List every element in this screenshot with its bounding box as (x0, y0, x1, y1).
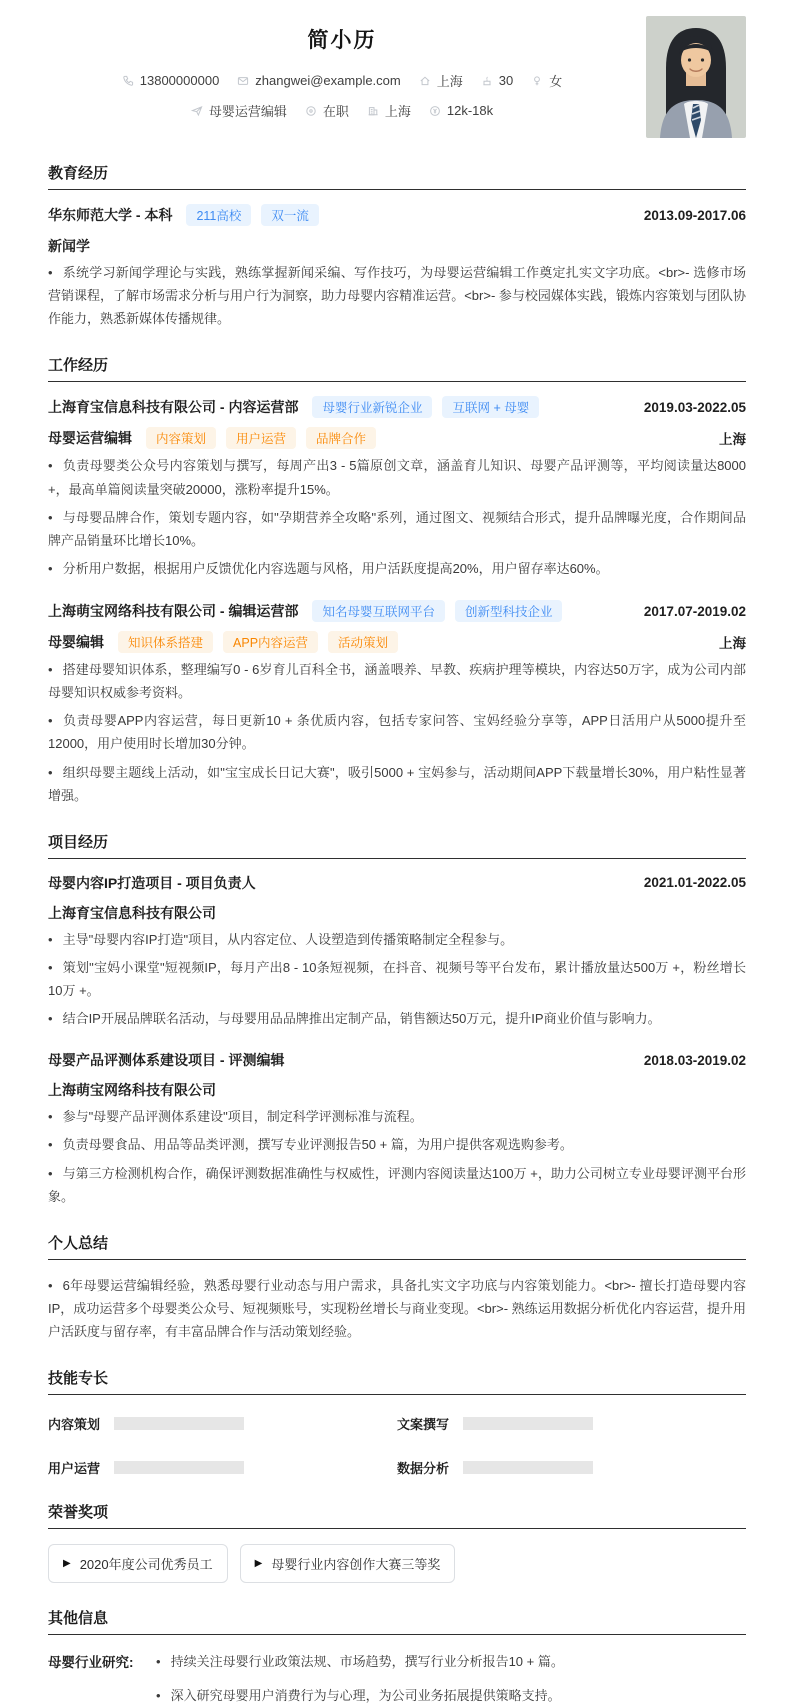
work-entry-head (48, 396, 746, 418)
skill-label: 用户运营 (48, 1461, 101, 1477)
honor-label: 母婴行业内容创作大赛三等奖 (271, 1557, 441, 1573)
project-bullets (48, 928, 746, 1031)
contact-location-text: 上海 (436, 74, 463, 89)
bullet-item: • 搭建母婴知识体系，整理编写0 - 6岁育儿百科全书，涵盖喂养、早教、疾病护理等模块，内容达50万字，成为公司内部母婴知识权威参考资料。 (48, 658, 746, 704)
skill-label: 内容策划 (48, 1417, 101, 1433)
bullet-item: • 主导"母婴内容IP打造"项目，从内容定位、人设塑造到传播策略制定全程参与。 (48, 928, 746, 951)
bullet-item: • 结合IP开展品牌联名活动，与母婴用品品牌推出定制产品，销售额达50万元，提升IP商业价值与影响力。 (48, 1007, 746, 1030)
skills-grid (48, 1414, 746, 1477)
role-tags (118, 631, 398, 653)
contact-phone (122, 73, 220, 88)
play-icon: ▶ (254, 1557, 263, 1569)
contact-phone-text: 13800000000 (139, 73, 220, 88)
age-icon (481, 75, 493, 87)
project-company: 上海萌宝网络科技有限公司 (48, 1082, 216, 1099)
summary-bullets (48, 1274, 746, 1343)
work-entry (48, 600, 746, 807)
bullet-item: • 6年母婴运营编辑经验，熟悉母婴行业动态与用户需求，具备扎实文字功底与内容策划能力。<br>- 擅长打造母婴内容IP，成功运营多个母婴类公众号、短视频账号，实现粉丝增长与商业变现。<br>- 熟练运用数据分析优化内容运营，提升用户活跃度与留存率，有丰富品牌合作与活动策划经验。 (48, 1274, 746, 1343)
phone-icon (122, 75, 134, 87)
contact-city-text: 上海 (384, 104, 411, 119)
paper-plane-icon (191, 105, 203, 117)
section-title-honors: 荣誉奖项 (48, 1501, 746, 1529)
contact-age-text: 30 (498, 73, 514, 88)
company-tag: 母婴行业新锐企业 (312, 396, 432, 418)
contact-age (481, 73, 513, 88)
role-tags (146, 427, 376, 449)
contact-email (237, 73, 400, 88)
company-name: 上海萌宝网络科技有限公司 - 编辑运营部 (48, 603, 299, 619)
bullet-item: • 分析用户数据，根据用户反馈优化内容选题与风格，用户活跃度提高20%，用户留存率达60%。 (48, 557, 746, 580)
section-skills (48, 1367, 746, 1477)
honor-badge (48, 1544, 228, 1583)
school-tag: 双一流 (261, 204, 319, 226)
work-entry-head (48, 600, 746, 622)
work-role-row (48, 427, 746, 449)
skill-bar (114, 1461, 244, 1474)
section-work (48, 354, 746, 806)
email-icon (237, 75, 249, 87)
section-honors (48, 1501, 746, 1583)
school-tag: 211高校 (186, 204, 251, 226)
education-date: 2013.09-2017.06 (643, 207, 746, 223)
bullet-item: • 持续关注母婴行业政策法规、市场趋势，撰写行业分析报告10 + 篇。 (156, 1650, 746, 1673)
status-circle-icon (305, 105, 317, 117)
work-date: 2017.07-2019.02 (643, 603, 746, 619)
bullet-item: • 负责母婴类公众号内容策划与撰写，每周产出3 - 5篇原创文章，涵盖育儿知识、母婴产品评测等，平均阅读量达8000 +，最高单篇阅读量突破20000，涨粉率提升15%。 (48, 454, 746, 500)
project-date: 2021.01-2022.05 (643, 875, 746, 891)
project-name: 母婴产品评测体系建设项目 - 评测编辑 (48, 1052, 285, 1069)
contact-target-job (191, 101, 287, 120)
bullet-item: • 组织母婴主题线上活动，如"宝宝成长日记大赛"，吸引5000 + 宝妈参与，活动期间APP下载量增长30%，用户粘性显著增强。 (48, 761, 746, 807)
project-company: 上海育宝信息科技有限公司 (48, 904, 216, 921)
resume-header (48, 16, 746, 138)
role-name: 母婴编辑 (48, 634, 104, 650)
role-tag: 内容策划 (146, 427, 216, 449)
candidate-name: 简小历 (307, 29, 377, 52)
education-entry (48, 204, 746, 330)
project-bullets (48, 1105, 746, 1208)
contact-gender (531, 71, 562, 90)
contact-city (367, 101, 411, 120)
bullet-item: • 系统学习新闻学理论与实践，熟练掌握新闻采编、写作技巧，为母婴运营编辑工作奠定扎实文字功底。<br>- 选修市场营销课程，了解市场需求分析与用户行为洞察，助力母婴内容精准运营。<br>- 参与校园媒体实践，锻炼内容策划与团队协作能力，熟悉新媒体传播规律。 (48, 261, 746, 330)
honor-badge (240, 1544, 456, 1583)
role-tag: APP内容运营 (223, 631, 318, 653)
role-name: 母婴运营编辑 (48, 430, 132, 447)
home-icon (419, 75, 431, 87)
bullet-item: • 与第三方检测机构合作，确保评测数据准确性与权威性，评测内容阅读量达100万 +，助力公司树立专业母婴评测平台形象。 (48, 1162, 746, 1208)
work-bullets (48, 658, 746, 807)
role-tag: 知识体系搭建 (118, 631, 213, 653)
play-icon: ▶ (63, 1557, 71, 1569)
contact-row-2 (48, 101, 636, 120)
other-info-label: 母婴行业研究: (48, 1655, 134, 1671)
bullet-item: • 参与"母婴产品评测体系建设"项目，制定科学评测标准与流程。 (48, 1105, 746, 1128)
contact-target-job-text: 母婴运营编辑 (208, 104, 287, 119)
work-role-row (48, 631, 746, 653)
skill-item (397, 1458, 746, 1477)
project-name: 母婴内容IP打造项目 - 项目负责人 (48, 874, 256, 891)
skill-label: 文案撰写 (397, 1417, 450, 1433)
work-entry (48, 396, 746, 580)
bullet-item: • 负责母婴APP内容运营，每日更新10 + 条优质内容，包括专家问答、宝妈经验分享等，APP日活用户从5000提升至12000，用户使用时长增加30分钟。 (48, 709, 746, 755)
project-entry (48, 873, 746, 1031)
section-summary (48, 1232, 746, 1343)
section-education (48, 162, 746, 330)
company-tag: 创新型科技企业 (455, 600, 563, 622)
role-tag: 活动策划 (328, 631, 398, 653)
honors-list (48, 1544, 746, 1583)
education-entry-head (48, 204, 746, 226)
skill-bar (463, 1417, 593, 1430)
skill-bar (463, 1461, 593, 1474)
contact-email-text: zhangwei@example.com (255, 73, 401, 88)
section-title-summary: 个人总结 (48, 1232, 746, 1260)
salary-icon (429, 105, 441, 117)
work-date: 2019.03-2022.05 (643, 399, 746, 415)
work-bullets (48, 454, 746, 580)
section-title-skills: 技能专长 (48, 1367, 746, 1395)
skill-label: 数据分析 (397, 1461, 450, 1477)
skill-item (397, 1414, 746, 1433)
contact-salary-text: 12k-18k (446, 103, 494, 118)
company-tags (312, 396, 539, 418)
header-main (48, 16, 636, 120)
section-title-other: 其他信息 (48, 1607, 746, 1635)
other-info-bullets (156, 1650, 746, 1707)
role-tag: 品牌合作 (306, 427, 376, 449)
gender-icon (531, 75, 543, 87)
contact-location (419, 71, 463, 90)
project-entry-head (48, 1050, 746, 1070)
company-tag: 知名母婴互联网平台 (312, 600, 445, 622)
school-tags (186, 204, 318, 226)
section-projects (48, 831, 746, 1208)
company-tags (312, 600, 562, 622)
project-entry (48, 1050, 746, 1208)
major-name: 新闻学 (48, 238, 90, 254)
bullet-item: • 策划"宝妈小课堂"短视频IP，每月产出8 - 10条短视频，在抖音、视频号等平台发布，累计播放量达500万 +，粉丝增长10万 +。 (48, 956, 746, 1002)
section-title-projects: 项目经历 (48, 831, 746, 859)
role-tag: 用户运营 (226, 427, 296, 449)
contact-row-1 (48, 71, 636, 90)
section-title-work: 工作经历 (48, 354, 746, 382)
building-icon (367, 105, 379, 117)
skill-item (48, 1458, 397, 1477)
contact-salary (429, 103, 493, 118)
company-tag: 互联网 + 母婴 (442, 396, 539, 418)
bullet-item: • 深入研究母婴用户消费行为与心理，为公司业务拓展提供策略支持。 (156, 1684, 746, 1707)
bullet-item: • 与母婴品牌合作，策划专题内容，如"孕期营养全攻略"系列，通过图文、视频结合形式，提升品牌曝光度，合作期间品牌产品销量环比增长10%。 (48, 506, 746, 552)
other-info-row (48, 1650, 746, 1707)
project-entry-head (48, 873, 746, 893)
contact-gender-text: 女 (549, 74, 563, 89)
education-bullets (48, 261, 746, 330)
contact-status-text: 在职 (322, 104, 349, 119)
section-other (48, 1607, 746, 1707)
honor-label: 2020年度公司优秀员工 (79, 1557, 213, 1573)
skill-item (48, 1414, 397, 1433)
profile-photo (646, 16, 746, 138)
contact-status (305, 101, 349, 120)
work-location: 上海 (719, 432, 746, 448)
company-name: 上海育宝信息科技有限公司 - 内容运营部 (48, 399, 299, 416)
bullet-item: • 负责母婴食品、用品等品类评测，撰写专业评测报告50 + 篇，为用户提供客观选购参考。 (48, 1133, 746, 1156)
work-location: 上海 (719, 636, 746, 651)
school-name: 华东师范大学 - 本科 (48, 207, 173, 223)
project-date: 2018.03-2019.02 (643, 1052, 746, 1068)
section-title-education: 教育经历 (48, 162, 746, 190)
skill-bar (114, 1417, 244, 1430)
